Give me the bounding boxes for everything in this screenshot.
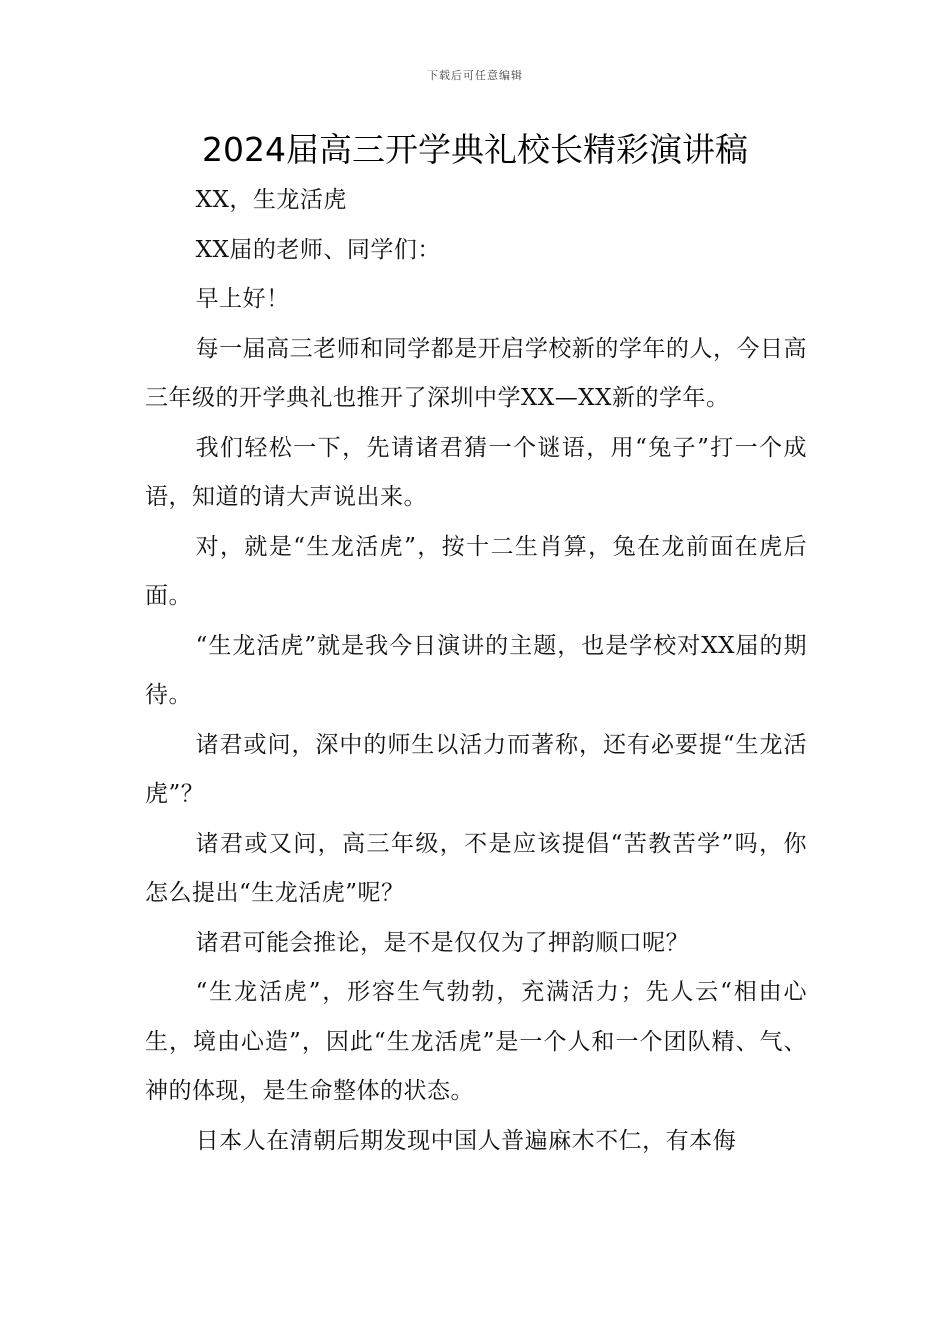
header-note: 下载后可任意编辑 <box>427 69 523 82</box>
paragraph: “生龙活虎”，形容生气勃勃，充满活力；先人云“相由心生，境由心造”，因此“生龙活虎”是一个人和一个团队精、气、神的体现，是生命整体的状态。 <box>145 979 807 1104</box>
paragraph: XX，生龙活虎 <box>195 187 347 213</box>
paragraph: 早上好！ <box>195 286 290 312</box>
paragraph: 诸君可能会推论，是不是仅仅为了押韵顺口呢？ <box>195 929 690 956</box>
document-title: 2024届高三开学典礼校长精彩演讲稿 <box>202 130 748 169</box>
document-body <box>145 176 807 1166</box>
paragraph: 对，就是“生龙活虎”，按十二生肖算，兔在龙前面在虎后面。 <box>145 533 807 609</box>
paragraph: 每一届高三老师和同学都是开启学校新的学年的人，今日高三年级的开学典礼也推开了深圳中学XX—XX新的学年。 <box>145 335 807 411</box>
paragraph: 诸君或问，深中的师生以活力而著称，还有必要提“生龙活虎”？ <box>145 731 807 807</box>
paragraph: 日本人在清朝后期发现中国人普遍麻木不仁，有本侮 <box>195 1127 737 1154</box>
paragraph: XX届的老师、同学们： <box>195 236 441 263</box>
paragraph: 诸君或又问，高三年级，不是应该提倡“苦教苦学”吗，你怎么提出“生龙活虎”呢？ <box>145 830 807 906</box>
paragraph: “生龙活虎”就是我今日演讲的主题，也是学校对XX届的期待。 <box>145 632 807 708</box>
paragraph: 我们轻松一下，先请诸君猜一个谜语，用“兔子”打一个成语，知道的请大声说出来。 <box>145 434 807 510</box>
